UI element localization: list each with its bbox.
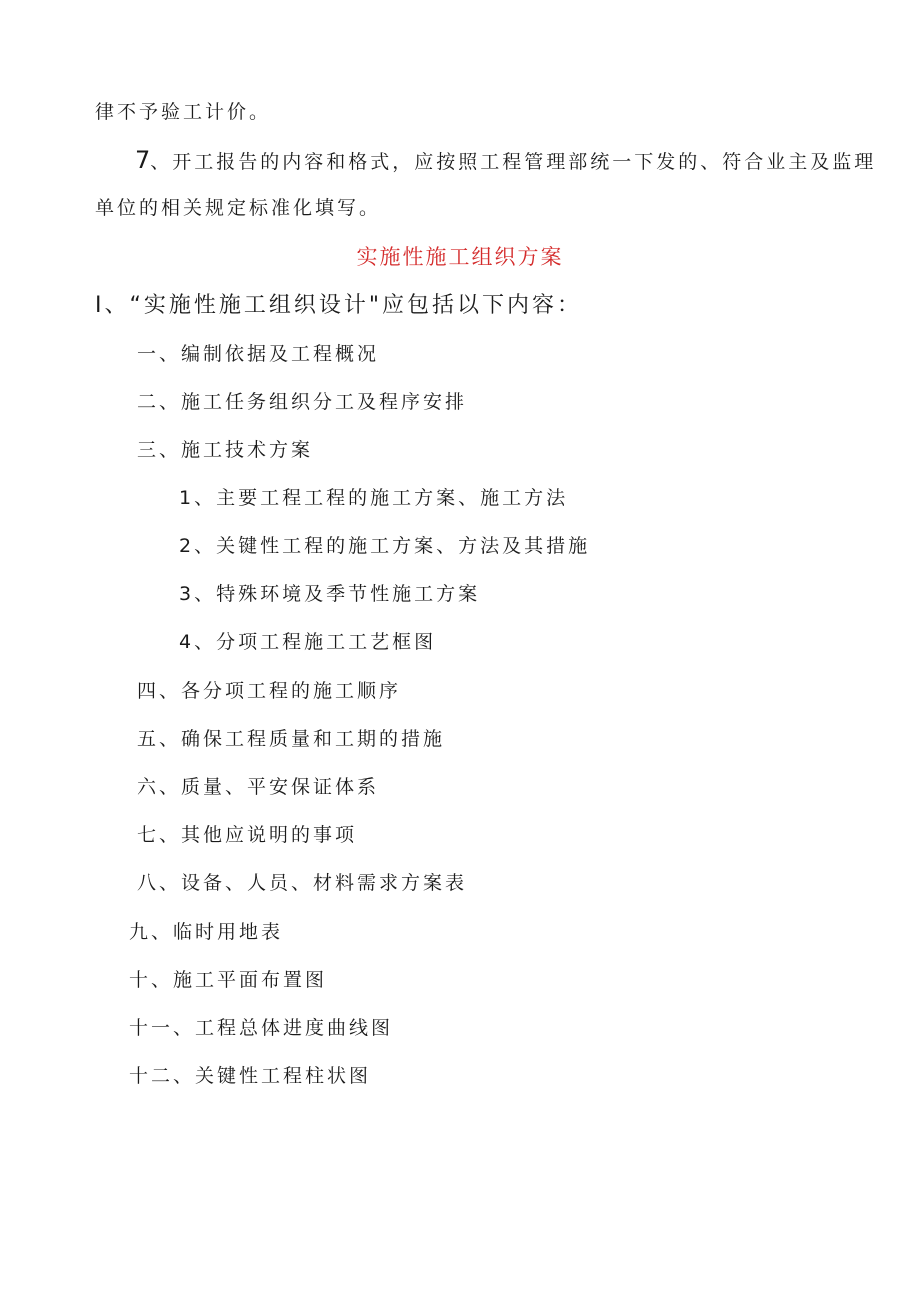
text-line-top: 律不予验工计价。 <box>95 101 272 123</box>
list-item: 2、关键性工程的施工方案、方法及其措施 <box>179 535 591 557</box>
paragraph-7-text: 、开工报告的内容和格式，应按照工程管理部统一下发的、符合业主及监理 <box>150 151 877 173</box>
list-item: 三、施工技术方案 <box>137 439 314 461</box>
list-item: 十二、关键性工程柱状图 <box>129 1065 372 1087</box>
list-item: 四、各分项工程的施工顺序 <box>137 680 402 702</box>
list-item: 十、施工平面布置图 <box>129 969 328 991</box>
list-item: 3、特殊环境及季节性施工方案 <box>179 583 481 605</box>
list-item: 七、其他应说明的事项 <box>137 824 358 846</box>
content-heading: I、“实施性施工组织设计"应包括以下内容： <box>95 293 583 318</box>
list-item: 九、临时用地表 <box>129 921 284 943</box>
paragraph-7-continuation: 单位的相关规定标准化填写。 <box>95 197 382 219</box>
list-item: 1、主要工程工程的施工方案、施工方法 <box>179 487 569 509</box>
list-item: 二、施工任务组织分工及程序安排 <box>137 391 468 413</box>
list-item: 五、确保工程质量和工期的措施 <box>137 728 446 750</box>
list-item: 六、质量、平安保证体系 <box>137 776 380 798</box>
list-item: 4、分项工程施工工艺框图 <box>179 631 437 653</box>
section-title: 实施性施工组织方案 <box>356 245 564 269</box>
list-item: 八、设备、人员、材料需求方案表 <box>137 872 468 894</box>
list-item: 一、编制依据及工程概况 <box>137 343 380 365</box>
paragraph-7-number: 7 <box>135 146 151 174</box>
list-item: 十一、工程总体进度曲线图 <box>129 1017 394 1039</box>
paragraph-7 <box>135 148 876 174</box>
